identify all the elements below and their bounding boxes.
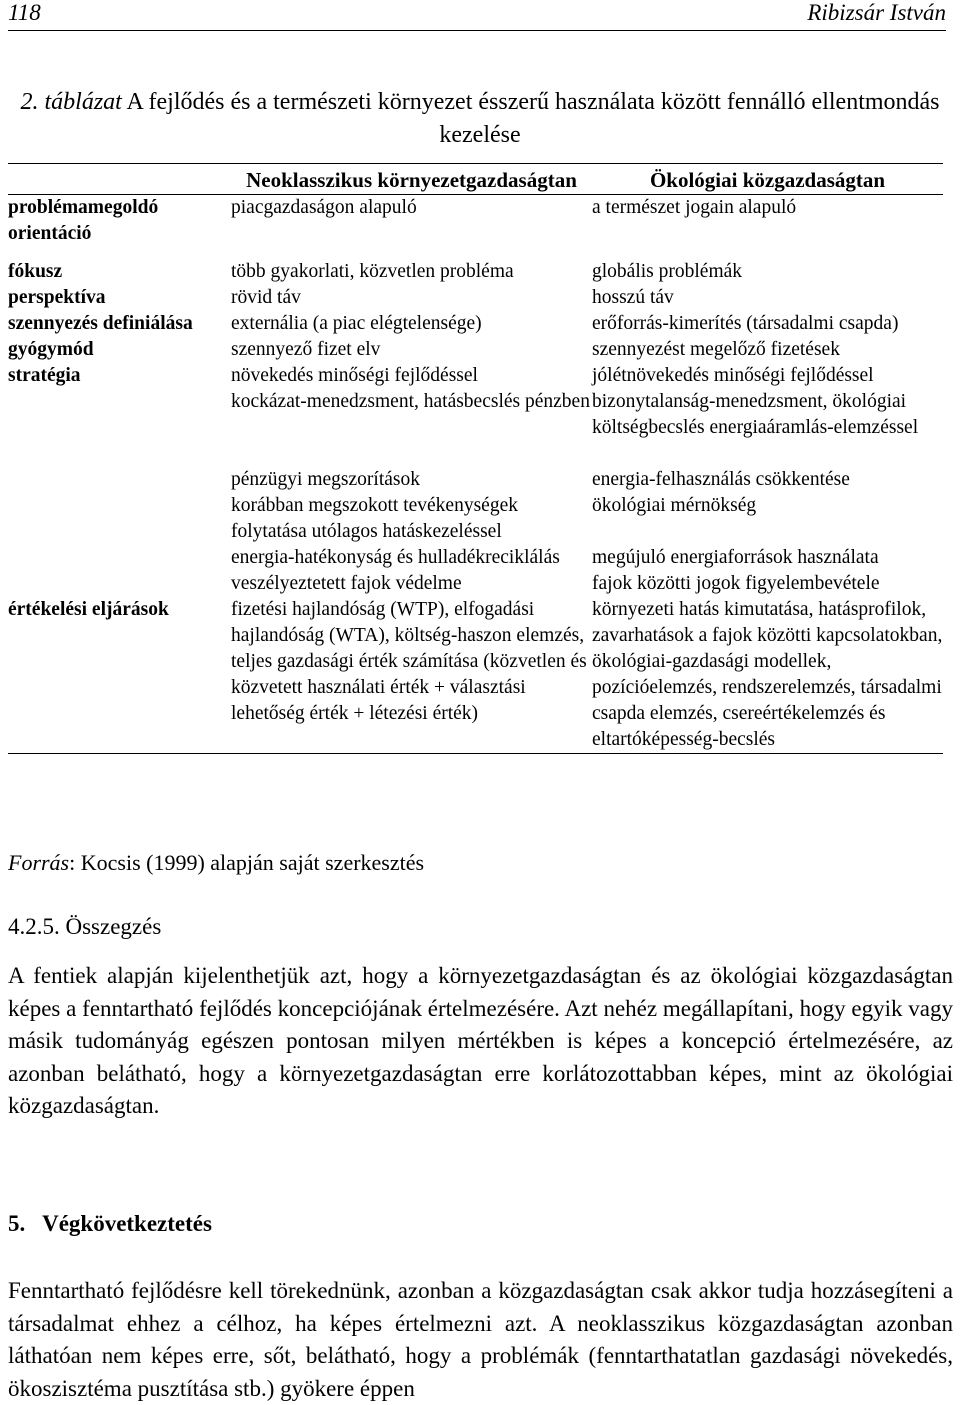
ecological-cell: a természet jogain alapuló (592, 197, 797, 218)
table-row (8, 571, 943, 597)
neoclassical-cell: rövid táv (231, 287, 301, 308)
ecological-cell: erőforrás-kimerítés (társadalmi csapda) (592, 313, 899, 334)
table-row (8, 337, 943, 363)
table-row (8, 195, 943, 248)
row-label: perspektíva (8, 287, 106, 308)
ecological-cell: bizonytalanság-menedzsment, ökológiai költségbecslés energiaáramlás-elemzéssel (592, 391, 919, 438)
source-label: Forrás (8, 850, 70, 875)
header-neoclassical: Neoklasszikus környezetgazdaságtan (231, 164, 592, 195)
conclusion-paragraph: Fenntartható fejlődésre kell törekednünk, azonban a közgazdaságtan csak akkor tudja hozzásegíteni a társadalmat ehhez a célhoz, ha képes értelmezni azt. A neoklasszikus közgazdaságtan azonban láthatóan nem képes erre, sőt, belátható, hogy a problémák (fenntarthatatlan gazdasági növekedés, ökoszisztéma pusztítása stb.) gyökere éppen (8, 1278, 953, 1401)
neoclassical-cell: energia-hatékonyság és hulladékreciklálás (231, 547, 560, 568)
table-row (8, 285, 943, 311)
table-row (8, 441, 943, 493)
neoclassical-cell: szennyező fizet elv (231, 339, 381, 360)
page-number: 118 (8, 0, 41, 25)
neoclassical-cell: növekedés minőségi fejlődéssel (231, 365, 478, 386)
row-label: stratégia (8, 365, 81, 386)
row-label: értékelési eljárások (8, 597, 231, 754)
table-row (8, 493, 943, 545)
row-label: problémamegoldó orientáció (8, 197, 159, 244)
table-caption-label: 2. táblázat (20, 89, 122, 115)
ecological-cell: fajok közötti jogok figyelembevétele (592, 573, 880, 594)
row-label: gyógymód (8, 339, 94, 360)
section-heading-summary: 4.2.5. Összegzés (8, 914, 162, 939)
ecological-cell: energia-felhasználás csökkentése (592, 469, 850, 490)
table-row (8, 597, 943, 754)
ecological-cell: jólétnövekedés minőségi fejlődéssel (592, 365, 874, 386)
row-label: szennyezés definiálása (8, 313, 193, 334)
row-label (8, 389, 231, 441)
row-label (8, 545, 231, 571)
table-header-row (8, 164, 943, 195)
neoclassical-cell: veszélyeztetett fajok védelme (231, 573, 462, 594)
ecological-cell: hosszú táv (592, 287, 674, 308)
ecological-cell: ökológiai mérnökség (592, 495, 757, 516)
header-empty-cell (8, 164, 231, 195)
row-label (8, 493, 231, 545)
summary-paragraph: A fentiek alapján kijelenthetjük azt, hogy a környezetgazdaságtan és az ökológiai közgazdaságtan képes a fenntartható fejlődés koncepciójának értelmezésére. Azt nehéz megállapítani, hogy egyik vagy másik tudományág egészen pontosan milyen mértékben is képes a koncepció értelmezésére, az azonban belátható, hogy a környezetgazdaságtan erre korlátozottabban képes, mint az ökológiai közgazdaságtan. (8, 963, 953, 1118)
table-row (8, 545, 943, 571)
row-label: fókusz (8, 261, 63, 282)
neoclassical-cell: piacgazdaságon alapuló (231, 197, 417, 218)
row-label (8, 571, 231, 597)
source-text: : Kocsis (1999) alapján saját szerkesztés (69, 850, 425, 875)
neoclassical-cell: több gyakorlati, közvetlen probléma (231, 261, 514, 282)
ecological-cell: globális problémák (592, 261, 743, 282)
table-row (8, 311, 943, 337)
table-row (8, 247, 943, 285)
page-header (8, 0, 946, 31)
running-head-author: Ribizsár István (807, 0, 946, 25)
table-row (8, 389, 943, 441)
ecological-cell: szennyezést megelőző fizetések (592, 339, 840, 360)
table-source (8, 850, 424, 876)
ecological-cell: megújuló energiaforrások használata (592, 547, 879, 568)
neoclassical-cell: fizetési hajlandóság (WTP), elfogadási hajlandóság (WTA), költség-haszon elemzés, teljes gazdasági érték számítása (közvetlen és közvetett használati érték + választási lehetőség érték + létezési érték) (231, 597, 592, 754)
neoclassical-cell: externália (a piac elégtelensége) (231, 313, 482, 334)
neoclassical-cell: kockázat-menedzsment, hatásbecslés pénzben (231, 391, 590, 412)
neoclassical-cell: pénzügyi megszorítások (231, 469, 420, 490)
table-row (8, 363, 943, 389)
comparison-table (8, 163, 943, 754)
row-label (8, 441, 231, 493)
header-ecological: Ökológiai közgazdaságtan (592, 164, 943, 195)
ecological-cell: környezeti hatás kimutatása, hatásprofilok, zavarhatások a fajok közötti kapcsolatokban, ökológiai-gazdasági modellek, pozícióelemzés, rendszerelemzés, társadalmi csapda elemzés, csereértékelemzés és eltartóképesség-becslés (592, 597, 943, 754)
neoclassical-cell: korábban megszokott tevékenységek folytatása utólagos hatáskezeléssel (231, 495, 518, 542)
table-caption-text: A fejlődés és a természeti környezet ésszerű használata között fennálló ellentmondás kezelése (121, 89, 940, 148)
section-heading-conclusion: 5. Végkövetkeztetés (8, 1211, 212, 1236)
table-caption (0, 86, 960, 152)
